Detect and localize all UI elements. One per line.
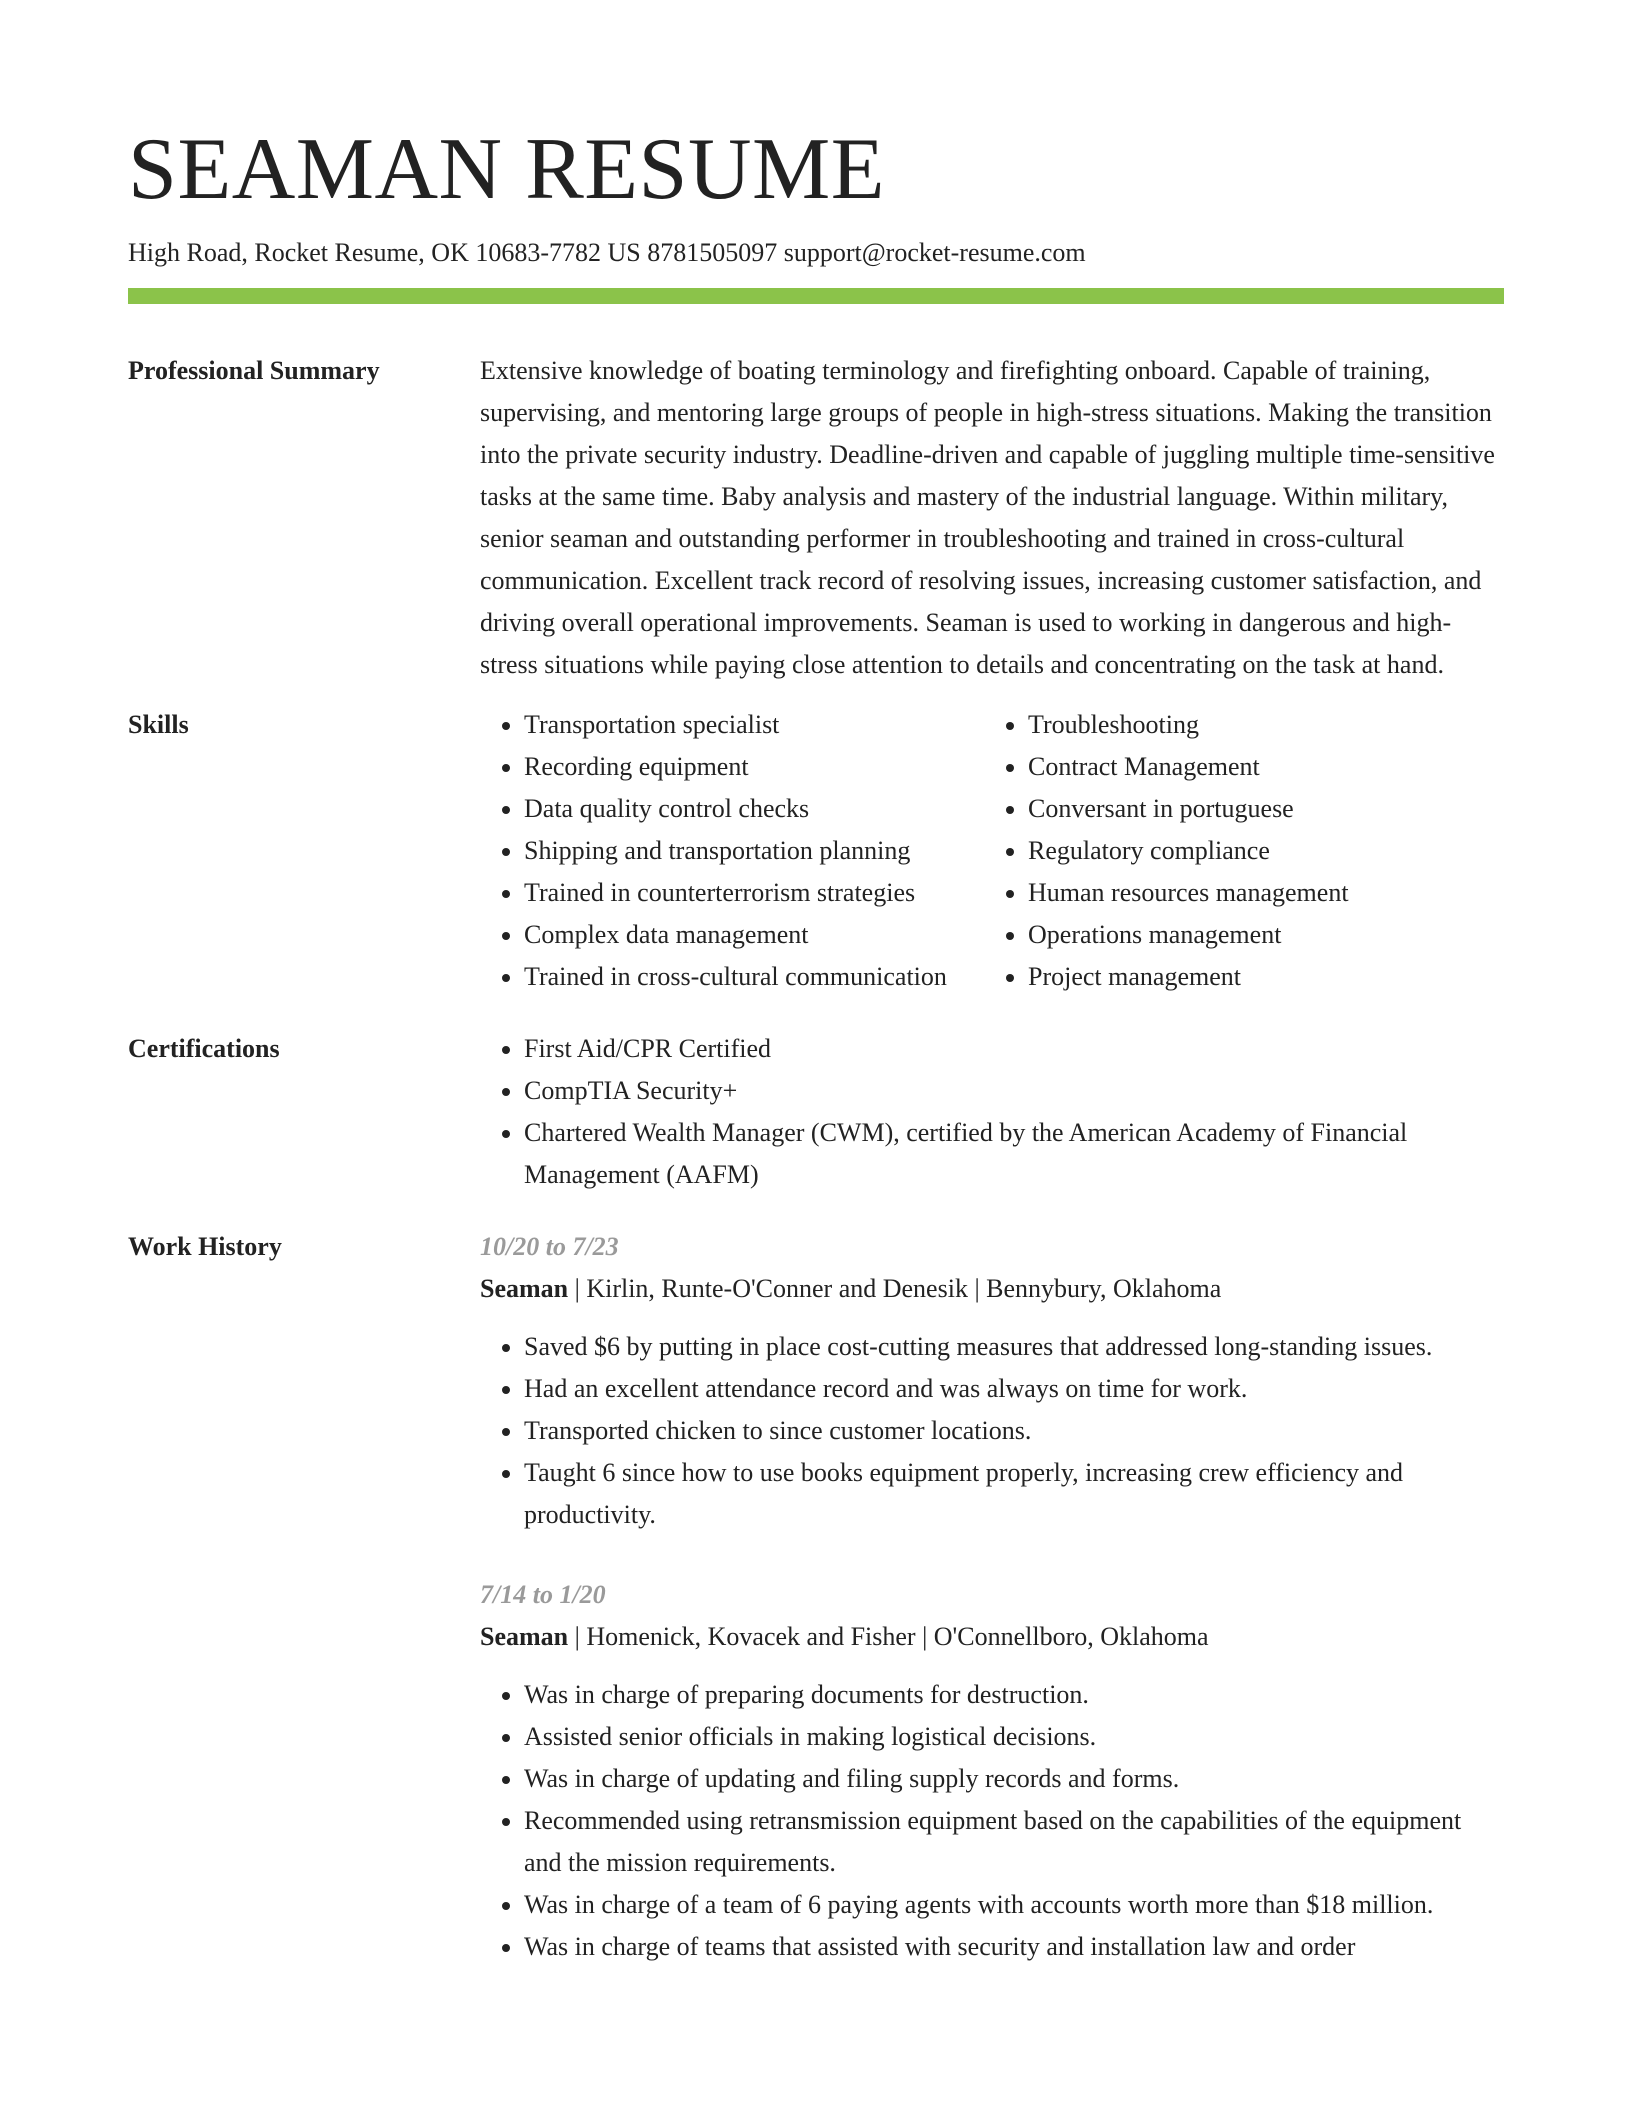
certification-item: • CompTIA Security+ [524,1070,1504,1112]
section-professional-summary [128,350,1504,686]
job-heading [480,1268,1504,1310]
job-bullets [480,1674,1504,1968]
contact-line: High Road, Rocket Resume, OK 10683-7782 US 8781505097 support@rocket-resume.com [128,238,1086,267]
skill-item: • Project management [1028,956,1504,998]
job-bullet: • Assisted senior officials in making logistical decisions. [524,1716,1504,1758]
skill-item: • Troubleshooting [1028,704,1504,746]
section-body [480,704,1504,998]
section-title: Work History [128,1232,282,1261]
skill-item: • Recording equipment [524,746,984,788]
job-bullets [480,1326,1504,1536]
job-employer-location: | Kirlin, Runte-O'Conner and Denesik | Bennybury, Oklahoma [568,1274,1222,1303]
skills-list-left [480,704,984,998]
skill-item: • Data quality control checks [524,788,984,830]
skill-item: • Complex data management [524,914,984,956]
skill-item: • Shipping and transportation planning [524,830,984,872]
job-title: Seaman [480,1622,569,1651]
certification-item: • Chartered Wealth Manager (CWM), certified by the American Academy of Financial Management (AAFM) [524,1112,1504,1196]
section-body [480,1028,1504,1196]
skill-item: • Contract Management [1028,746,1504,788]
job-dates: 10/20 to 7/23 [480,1232,619,1261]
job-bullet: • Had an excellent attendance record and was always on time for work. [524,1368,1504,1410]
job-bullet: • Saved $6 by putting in place cost-cutting measures that addressed long-standing issues. [524,1326,1504,1368]
section-body [480,1226,1504,1968]
section-title: Skills [128,710,189,739]
section-skills [128,704,1504,998]
job-bullet: • Transported chicken to since customer locations. [524,1410,1504,1452]
job-bullet: • Taught 6 since how to use books equipment properly, increasing crew efficiency and productivity. [524,1452,1504,1536]
skills-list-right [984,704,1504,998]
job-employer-location: | Homenick, Kovacek and Fisher | O'Connellboro, Oklahoma [568,1622,1209,1651]
skill-item: • Trained in counterterrorism strategies [524,872,984,914]
summary-text: Extensive knowledge of boating terminology and firefighting onboard. Capable of training, supervising, and mentoring large groups of people in high-stress situations. Making the transition into the private security industry. Deadline-driven and capable of juggling multiple time-sensitive tasks at the same time. Baby analysis and mastery of the industrial language. Within military, senior seaman and outstanding performer in troubleshooting and trained in cross-cultural communication. Excellent track record of resolving issues, increasing customer satisfaction, and driving overall operational improvements. Seaman is used to working in dangerous and high-stress situations while paying close attention to details and concentrating on the task at hand. [480,356,1495,679]
job-entry [480,1574,1504,1968]
job-bullet: • Recommended using retransmission equipment based on the capabilities of the equipment and the mission requirements. [524,1800,1504,1884]
skill-item: • Conversant in portuguese [1028,788,1504,830]
job-entry [480,1226,1504,1536]
job-dates: 7/14 to 1/20 [480,1580,606,1609]
resume-page [128,0,1504,1968]
job-bullet: • Was in charge of preparing documents for destruction. [524,1674,1504,1716]
skill-item: • Transportation specialist [524,704,984,746]
skill-item: • Operations management [1028,914,1504,956]
skill-item: • Trained in cross-cultural communication [524,956,984,998]
job-bullet: • Was in charge of teams that assisted with security and installation law and order [524,1926,1504,1968]
section-body [480,350,1504,686]
job-bullet: • Was in charge of updating and filing supply records and forms. [524,1758,1504,1800]
certifications-list [480,1028,1504,1196]
section-title: Certifications [128,1034,280,1063]
section-title: Professional Summary [128,356,380,385]
certification-item: • First Aid/CPR Certified [524,1028,1504,1070]
accent-divider [128,288,1504,304]
section-work-history [128,1226,1504,1968]
job-heading [480,1616,1504,1658]
job-bullet: • Was in charge of a team of 6 paying agents with accounts worth more than $18 million. [524,1884,1504,1926]
resume-title: SEAMAN RESUME [128,121,886,218]
section-certifications [128,1028,1504,1196]
skill-item: • Human resources management [1028,872,1504,914]
job-title: Seaman [480,1274,569,1303]
skill-item: • Regulatory compliance [1028,830,1504,872]
